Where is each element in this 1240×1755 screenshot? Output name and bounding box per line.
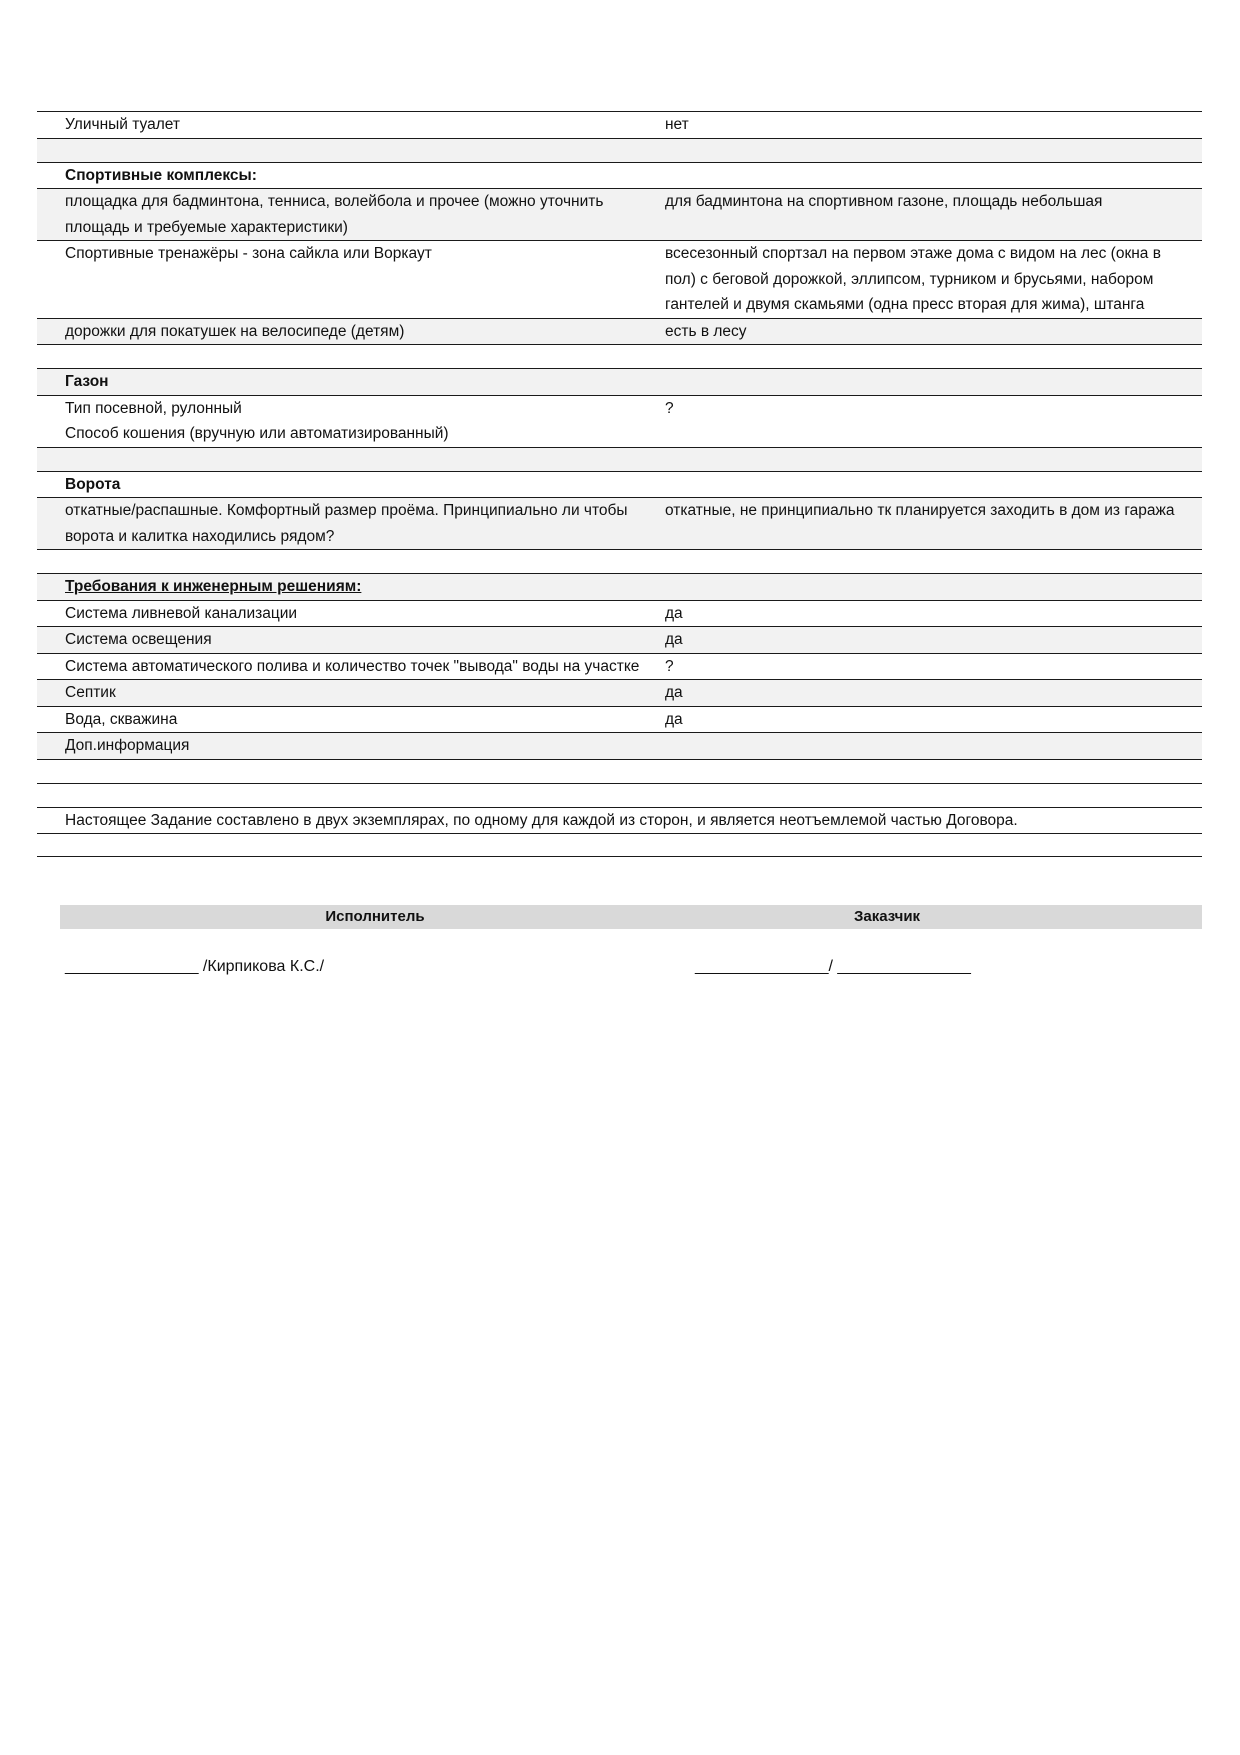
- executor-label: Исполнитель: [325, 908, 425, 925]
- table-row: [37, 240, 1202, 318]
- executor-signature-line: _______________ /Кирпикова К.С./: [65, 958, 325, 975]
- row-label: [37, 139, 665, 162]
- row-value: есть в лесу: [665, 322, 747, 340]
- table-row: [37, 807, 1202, 834]
- row-value: [665, 733, 1202, 759]
- table-row: [37, 497, 1202, 549]
- table-row: [37, 732, 1202, 759]
- table-row: [37, 111, 1202, 138]
- table-row: [37, 783, 1202, 807]
- row-value: для бадминтона на спортивном газоне, площадь небольшая: [665, 193, 1103, 210]
- table-row: [37, 188, 1202, 240]
- row-label: Тип посевной, рулонный Способ кошения (вручную или автоматизированный): [65, 399, 449, 442]
- row-value: [665, 574, 1202, 600]
- table-row: [37, 344, 1202, 368]
- row-label: [37, 550, 665, 573]
- row-label: Система ливневой канализации: [65, 604, 298, 622]
- row-value: всесезонный спортзал на первом этаже дома с видом на лес (окна в пол) с беговой дорожкой, эллипсом, турником и брусьями, набором гантелей и двумя скамьями (одна пресс вторая для жима), штанга: [665, 245, 1161, 313]
- row-label: Доп.информация: [65, 737, 190, 754]
- table-row: [37, 318, 1202, 345]
- row-label: Ворота: [65, 475, 121, 493]
- row-label: Уличный туалет: [65, 116, 180, 133]
- row-label: площадка для бадминтона, тенниса, волейбола и прочее (можно уточнить площадь и требуемые характеристики): [65, 193, 604, 236]
- table-row: [37, 138, 1202, 162]
- row-label: Система освещения: [65, 631, 212, 648]
- customer-signature-line: _______________/ _______________: [695, 958, 971, 975]
- row-label: Система автоматического полива и количество точек "вывода" воды на участке: [65, 657, 640, 675]
- customer-label: Заказчик: [853, 908, 921, 925]
- table-row: [37, 395, 1202, 447]
- signature-header: [60, 905, 1202, 929]
- row-label: [37, 784, 665, 807]
- table-row: [37, 706, 1202, 733]
- row-value: [665, 345, 1202, 368]
- table-row: [37, 679, 1202, 706]
- table-row: [37, 653, 1202, 680]
- row-value: [665, 139, 1202, 162]
- row-label: Септик: [65, 684, 116, 701]
- table-row: [37, 759, 1202, 783]
- table-row: [37, 626, 1202, 653]
- row-label: [37, 760, 665, 783]
- row-label: [37, 448, 665, 471]
- table-row: [37, 833, 1202, 857]
- table-row: [37, 447, 1202, 471]
- row-label: откатные/распашные. Комфортный размер проёма. Принципиально ли чтобы ворота и калитка находились рядом?: [65, 502, 628, 545]
- table-row: [37, 600, 1202, 627]
- document-table: [37, 111, 1202, 857]
- table-row: [37, 573, 1202, 600]
- row-label: Газон: [65, 373, 109, 390]
- row-label: Спортивные комплексы:: [65, 166, 257, 184]
- row-value: [665, 448, 1202, 471]
- row-value: [665, 834, 1202, 856]
- row-label: Спортивные тренажёры - зона сайкла или Воркаут: [65, 245, 432, 262]
- row-value: да: [665, 604, 683, 622]
- row-label: Требования к инженерным решениям:: [65, 578, 362, 595]
- row-value: [665, 550, 1202, 573]
- row-value: ?: [665, 657, 674, 675]
- row-value: ?: [665, 399, 674, 417]
- row-value: [665, 369, 1202, 395]
- row-label: Настоящее Задание составлено в двух экземплярах, по одному для каждой из сторон, и является неотъемлемой частью Договора.: [65, 811, 1018, 829]
- table-row: [37, 162, 1202, 189]
- row-value: [665, 472, 1202, 498]
- table-row: [37, 549, 1202, 573]
- row-label: [37, 834, 665, 856]
- row-value: нет: [665, 116, 689, 133]
- row-value: [665, 760, 1202, 783]
- row-label: Вода, скважина: [65, 710, 178, 728]
- row-label: [37, 345, 665, 368]
- row-value: [665, 784, 1202, 807]
- row-value: да: [665, 710, 683, 728]
- row-value: [665, 163, 1202, 189]
- table-row: [37, 368, 1202, 395]
- table-row: [37, 471, 1202, 498]
- row-value: да: [665, 631, 683, 648]
- row-value: да: [665, 684, 683, 701]
- row-label: дорожки для покатушек на велосипеде (детям): [65, 322, 405, 340]
- row-value: откатные, не принципиально тк планируется заходить в дом из гаража: [665, 502, 1175, 519]
